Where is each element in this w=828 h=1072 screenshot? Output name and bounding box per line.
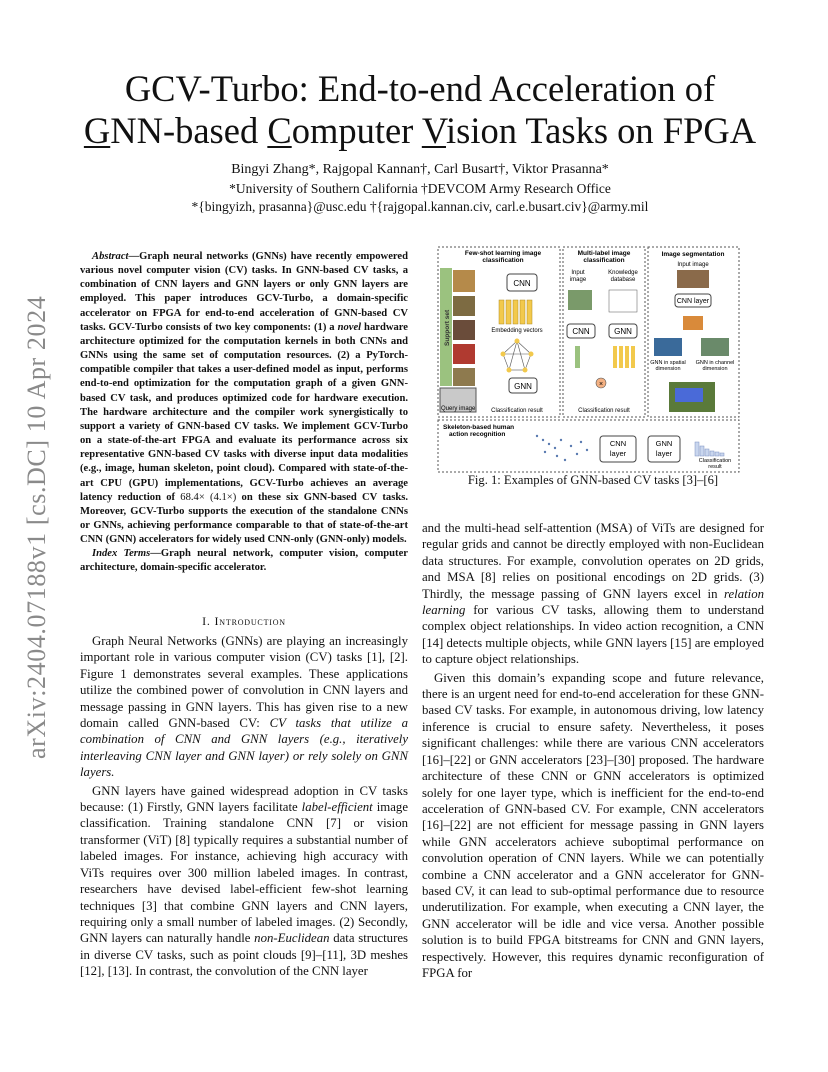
intro-paragraph-2 [80,783,408,980]
title-line-1: GCV-Turbo: End-to-end Acceleration of [124,68,716,109]
seg-spatial-image [654,338,682,356]
feature-bar [625,346,629,368]
seg-input-image [677,270,709,288]
support-set-label: Support set [444,309,451,346]
knowledge-database-label: Knowledge database [608,270,638,283]
graph-node [507,368,512,373]
embedding-bar [513,300,518,324]
abstract [80,250,408,576]
abstract-label: Abstract [92,251,129,262]
multilabel-input-image [568,290,592,310]
feature-bar [631,346,635,368]
skeleton-point-cloud [536,435,588,461]
skeleton-gnn-label: GNN layer [655,439,673,458]
graph-node [501,352,506,357]
embedding-bar [506,300,511,324]
feature-bar [619,346,623,368]
title-part: ision Tasks on FPGA [445,110,757,151]
text-run: GNN layers have gained widespread adoption in CV tasks because: (1) Firstly, GNN layers facilitate [80,783,408,815]
paper-title [60,68,780,152]
right-paragraph-1 [422,520,764,668]
emphasis: relation learning [422,586,764,618]
knowledge-graph [609,290,637,312]
index-terms-label: Index Terms [92,548,151,560]
figure-1-caption: Fig. 1: Examples of GNN-based CV tasks [3]–[6] [467,473,719,487]
fewshot-graph [503,341,531,370]
text-run: image classification. Training standalone CNN [7] or vision transformer (ViT) [8] typically requires a substantial number of labeled images. For instance, achieving high accuracy with ViTs requires over 300 million labeled images. In contrast, researchers have devised label-efficient few-shot learning techniques [3] that combine GNN layers and CNN layers, requiring only a small number of labeled images. (2) Secondly, GNN layers can naturally handle [80,800,408,946]
abstract-speedup: 68.4× (4.1×) [180,491,237,503]
feature-bar [613,346,617,368]
text-run: and the multi-head self-attention (MSA) of ViTs are designed for regular grids and cannot be directly employed with non-Euclidean data structures. For example, convolution operates on 2D grids, and MSA [8] relies on positional encodings on 2D grids. (3) Thirdly, the message passing of GNN layers excel in [422,521,764,601]
abstract-text-c: on these six GNN-based CV tasks. Moreover, GCV-Turbo supports the execution of the standalone CNNs or GNNs, achieving performance comparable to that of state-of-the-art CNN (GNN) accelerators for widely used CNN-only (GNN-only) models. [80,491,408,546]
multilabel-gnn-label: GNN [614,327,632,336]
author-emails: *{bingyizh, prasanna}@usc.edu †{rajgopal.kannan.civ, carl.e.busart.civ}@army.mil [191,199,649,214]
classification-histogram [695,442,724,456]
fewshot-classification-result: Classification result [491,408,543,414]
title-underline-c: C [267,110,292,151]
emphasis: non-Euclidean [254,931,330,946]
graph-node [529,352,534,357]
skeleton-title: Skeleton-based human action recognition [443,424,515,438]
multilabel-cnn-label: CNN [572,327,590,336]
embedding-bar [527,300,532,324]
section-heading-introduction: I. Introduction [202,614,286,628]
seg-output-mask [675,388,703,402]
index-terms-text: —Graph neural network, computer vision, computer architecture, domain-specific accelerator. [80,548,408,574]
support-image-1 [453,270,475,292]
fewshot-cnn-label: CNN [513,279,531,288]
right-column-body [422,520,764,981]
support-image-5 [453,368,475,386]
graph-node [515,339,520,344]
multilabel-classification-result: Classification result [578,408,630,414]
input-image-label: Input image [569,270,587,283]
gnn-channel-label: GNN in channel dimension [695,360,735,372]
skeleton-classification-label: Classification result [698,458,732,470]
text-run: data structures in diverse CV tasks, such as point clouds [9]–[11], 3D meshes [12], [13]. In contrast, the convolution of the CNN layer [80,931,408,979]
arxiv-stamp: arXiv:2404.07188v1 [cs.DC] 10 Apr 2024 [22,295,51,759]
query-image-label: Query image [441,406,476,412]
embedding-vectors-label: Embedding vectors [491,328,543,334]
support-image-4 [453,344,475,364]
embedding-bar [520,300,525,324]
emphasis: label-efficient [301,800,373,815]
gnn-spatial-label: GNN in spatial dimension [650,360,686,372]
abstract-novel: novel [337,321,362,333]
multiply-icon: × [598,381,604,388]
fewshot-gnn-label: GNN [514,382,532,391]
support-image-2 [453,296,475,316]
intro-paragraph-1 [80,633,408,781]
multilabel-title: Multi-label image classification [577,250,631,264]
title-line-2 [60,110,780,152]
text-run: Graph Neural Networks (GNNs) are playing an increasingly important role in various computer vision (CV) tasks [1], [2]. Figure 1 demonstrates several examples. These applications utilize the combined power of convolution in CNN layers and message passing in GNN layers. This has given rise to a new domain called GNN-based CV: [80,634,408,731]
graph-node [523,368,528,373]
title-part: omputer [291,110,422,151]
text-run: for various CV tasks, allowing them to understand complex object relationships. In video action recognition, a CNN [14] detects multiple objects, while GNN layers [15] are employed to capture object relationships. [422,603,764,667]
embedding-bar [499,300,504,324]
fewshot-title: Few-shot learning image classification [464,250,542,264]
skeleton-cnn-label: CNN layer [609,439,627,458]
seg-feature-map [683,316,703,330]
support-image-3 [453,320,475,340]
author-list: Bingyi Zhang*, Rajgopal Kannan†, Carl Busart†, Viktor Prasanna* [231,162,609,177]
title-part: NN-based [110,110,268,151]
title-underline-v: V [421,110,446,151]
segmentation-title: Image segmentation [661,251,725,258]
title-underline-g: G [83,110,111,151]
abstract-text-b: hardware architecture optimized for the computation kernels in both CNNs and GNNs using the same set of computation resources. (2) a PyTorch-compatible compiler that takes a user-defined model as input, performs end-to-end optimization for the computation graph of a given GNN-based CV task, and produces optimized code for hardware execution. The hardware architecture and the compiler work synergistically to support a variety of GNN-based CV tasks. We implement GCV-Turbo on a state-of-the-art FPGA and evaluate its performance across six representative GNN-based CV tasks with diverse input data modalities (e.g., image, human skeleton, point cloud). Compared with state-of-the-art CPU (GPU) implementations, GCV-Turbo achieves an average latency reduction of [80,321,409,503]
seg-channel-image [701,338,729,356]
right-paragraph-2: Given this domain’s expanding scope and future relevance, there is an urgent need for end-to-end acceleration for these GNN-based CV tasks. For example, in autonomous driving, low latency inference is crucial to ensure safety. Nevertheless, it poses significant challenges: while there are various CNN accelerators [16]–[22] or GNN accelerators [23]–[30] proposed. The hardware architecture of these CNN or GNN accelerators is optimized solely for one layer type, which is inefficient for the end-to-end acceleration of GNN-based CV. For example, CNN accelerators [16]–[22] are not efficient for message passing in GNN layers while GNN accelerators achieve suboptimal performance on convolution operation of CNN layers. While we can potentially combine a CNN accelerator and a GNN accelerator for GNN-based CV, it can lead to sub-optimal performance due to resource underutilization. For example, when executing a CNN layer, the GNN accelerator will be idle and vice versa. Another possible solution is to build FPGA bitstreams for CNN and GNN layers, respectively. However, this requires dynamic reconfiguration of FPGA for [422,670,764,980]
affiliations: *University of Southern California †DEVCOM Army Research Office [229,181,611,196]
figure-1 [437,246,740,474]
feature-bar [575,346,580,368]
left-column-body [80,633,408,980]
definition-emphasis: CV tasks that utilize a combination of CNN and GNN layers (e.g., iteratively interleaving CNN layer and GNN layer) or rely solely on GNN layers. [80,716,408,780]
seg-input-image-label: Input image [677,262,709,268]
abstract-text-a: —Graph neural networks (GNNs) have recently empowered various novel computer vision (CV) tasks. In GNN-based CV tasks, a combination of CNN layers and GNN layers or only GNN layers are employed. This paper introduces GCV-Turbo, a domain-specific accelerator on FPGA for end-to-end acceleration of GNN-based CV tasks. GCV-Turbo consists of two key components: (1) a [80,251,408,333]
seg-cnn-label: CNN layer [676,298,710,305]
